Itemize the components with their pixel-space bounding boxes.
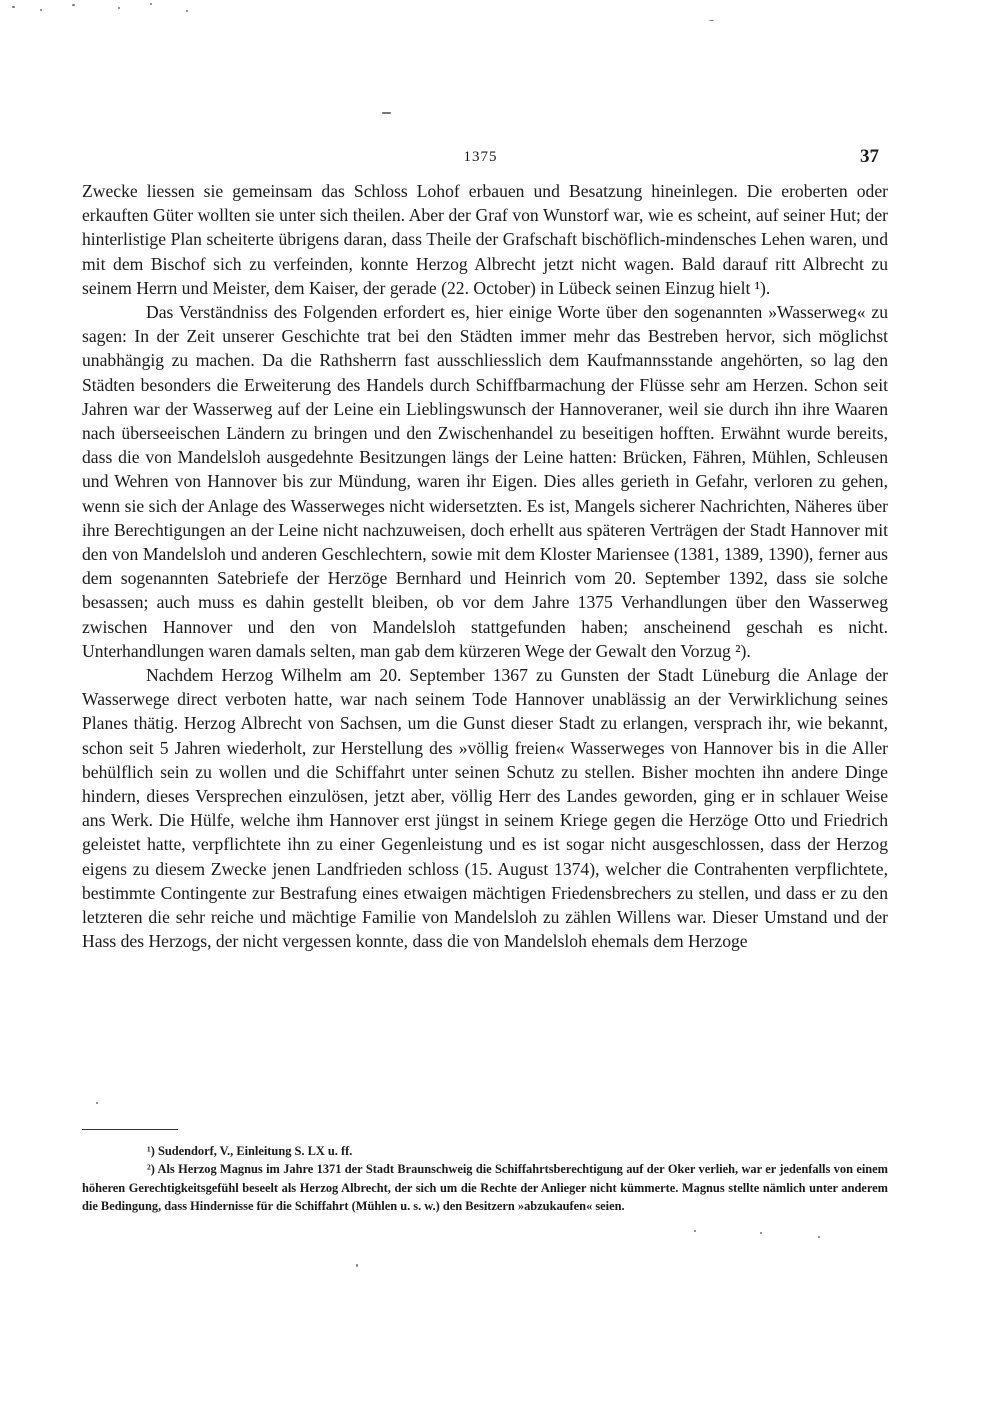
scan-speck — [186, 10, 188, 12]
page-header — [82, 146, 879, 172]
paragraph: Das Verständniss des Folgenden erfordert es, hier einige Worte über den sogenannten »Wasserweg« zu sagen: In der Zeit unserer Geschichte trat bei den Städten immer mehr das Bestreben hervor, sich möglichst unabhängig zu machen. Da die Rathsherrn fast ausschliesslich dem Kaufmannsstande angehörten, so lag den Städten besonders die Erweiterung des Handels durch Schiffbarmachung der Flüsse sehr am Herzen. Schon seit Jahren war der Wasserweg auf der Leine ein Lieblingswunsch der Hannoveraner, weil sie durch ihn ihre Waaren nach überseeischen Ländern zu bringen und den Zwischenhandel zu beseitigen hofften. Erwähnt wurde bereits, dass die von Mandelsloh ausgedehnte Besitzungen längs der Leine hatten: Brücken, Fähren, Mühlen, Schleusen und Wehren von Hannover bis zur Mündung, waren ihr Eigen. Dies alles gerieth in Gefahr, verloren zu gehen, wenn sie sich der Anlage des Wasserweges nicht widersetzten. Es ist, Mangels sicherer Nachrichten, Näheres über ihre Berechtigungen an der Leine nicht nachzuweisen, doch erhellt aus späteren Verträgen der Stadt Hannover mit den von Mandelsloh und anderen Geschlechtern, sowie mit dem Kloster Mariensee (1381, 1389, 1390), ferner aus dem sogenannten Satebriefe der Herzöge Bernhard und Heinrich vom 20. September 1392, dass sie solche besassen; auch muss es dahin gestellt bleiben, ob vor dem Jahre 1375 Verhandlungen über den Wasserweg zwischen Hannover und den von Mandelsloh stattgefunden haben; anscheinend geschah es nicht. Unterhandlungen waren damals selten, man gab dem kürzeren Wege der Gewalt den Vorzug ²). — [82, 302, 888, 661]
page-number: 37 — [860, 146, 879, 167]
footnote: ¹) Sudendorf, V., Einleitung S. LX u. ff. — [147, 1144, 353, 1158]
scan-speck — [760, 1232, 762, 1234]
footnote-divider — [82, 1129, 178, 1130]
scan-speck — [96, 1102, 98, 1104]
scan-speck — [40, 9, 42, 11]
scan-speck — [818, 1236, 820, 1238]
scan-speck — [382, 112, 391, 114]
scan-speck — [12, 6, 15, 8]
footnotes — [82, 1142, 888, 1216]
running-head-year: 1375 — [463, 149, 498, 165]
scan-speck — [118, 7, 120, 9]
scan-speck — [72, 4, 75, 6]
scan-speck — [709, 20, 714, 21]
scan-speck — [150, 3, 152, 5]
scan-speck — [694, 1230, 696, 1232]
paragraph: Zwecke liessen sie gemeinsam das Schloss Lohof erbauen und Besatzung hineinlegen. Die eroberten oder erkauften Güter wollten sie unter sich theilen. Aber der Graf von Wunstorf war, wie es scheint, auf seiner Hut; der hinterlistige Plan scheiterte übrigens daran, dass Theile der Grafschaft bischöflich-mindensches Lehen waren, und mit dem Bischof sich zu verfeinden, konnte Herzog Albrecht jetzt nicht wagen. Bald darauf ritt Albrecht zu seinem Herrn und Meister, dem Kaiser, der gerade (22. October) in Lübeck seinen Einzug hielt ¹). — [82, 181, 888, 298]
scan-speck — [356, 1264, 358, 1267]
footnote: ²) Als Herzog Magnus im Jahre 1371 der Stadt Braunschweig die Schiffahrtsberechtigung auf der Oker verlieh, war er jedenfalls von einem höheren Gerechtigkeitsgefühl beseelt als Herzog Albrecht, der sich um die Rechte der Anlieger nicht kümmerte. Magnus stellte nämlich unter anderem die Bedingung, dass Hindernisse für die Schiffahrt (Mühlen u. s. w.) den Besitzern »abzukaufen« seien. — [82, 1162, 888, 1214]
main-text — [82, 179, 888, 954]
paragraph: Nachdem Herzog Wilhelm am 20. September 1367 zu Gunsten der Stadt Lüneburg die Anlage der Wasserwege direct verboten hatte, war nach seinem Tode Hannover unablässig an der Verwirklichung seines Planes thätig. Herzog Albrecht von Sachsen, um die Gunst dieser Stadt zu erlangen, versprach ihr, wie bekannt, schon seit 5 Jahren wiederholt, zur Herstellung des »völlig freien« Wasserweges von Hannover bis in die Aller behülflich sein zu wollen und die Schiffahrt unter seinen Schutz zu stellen. Bisher mochten ihn andere Dinge hindern, dieses Versprechen einzulösen, jetzt aber, völlig Herr des Landes geworden, ging er in schlauer Weise ans Werk. Die Hülfe, welche ihm Hannover erst jüngst in seinem Kriege gegen die Herzöge Otto und Friedrich geleistet hatte, verpflichtete ihn zu einer Gegenleistung und es ist sogar nicht ausgeschlossen, dass der Herzog eigens zu diesem Zwecke jenen Landfrieden schloss (15. August 1374), welcher die Contrahenten verpflichtete, bestimmte Contingente zur Bestrafung eines etwaigen mächtigen Friedensbrechers zu stellen, und dass er zu den letzteren die sehr reiche und mächtige Familie von Mandelsloh zu zählen Willens war. Dieser Umstand und der Hass des Herzogs, der nicht vergessen konnte, dass die von Mandelsloh ehemals dem Herzoge — [82, 665, 888, 952]
